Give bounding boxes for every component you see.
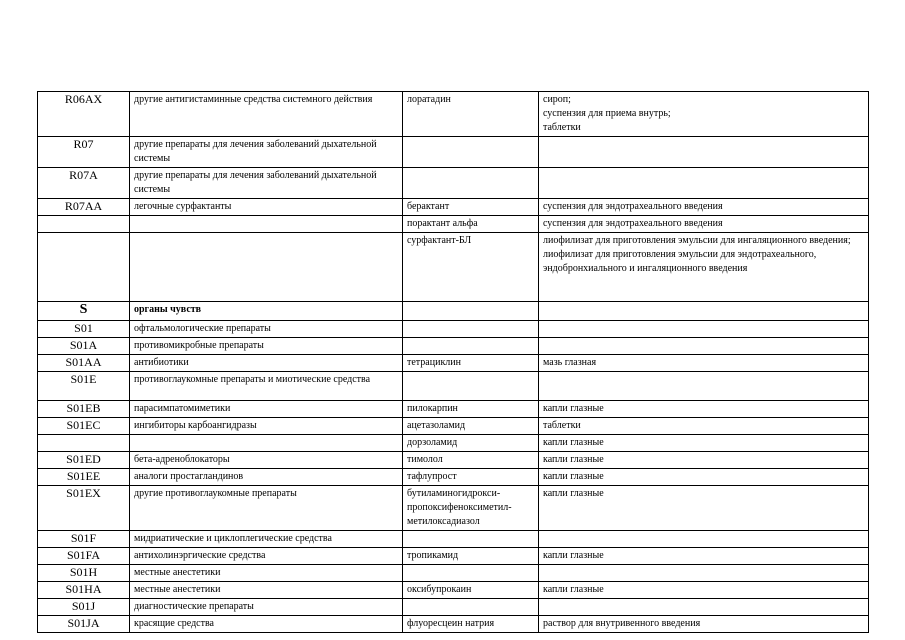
table-row [38,338,869,355]
drug-name-cell [403,338,539,355]
atc-code-cell: S01EB [38,401,130,418]
drug-name-cell [403,599,539,616]
table-body [38,92,869,633]
dosage-form-cell: капли глазные [539,582,869,599]
anatomical-group-cell: противомикробные препараты [130,338,403,355]
anatomical-group-cell: бета-адреноблокаторы [130,452,403,469]
dosage-form-cell: капли глазные [539,469,869,486]
table-row [38,216,869,233]
table-row [38,486,869,531]
drug-name-cell: тропикамид [403,548,539,565]
anatomical-group-cell: офтальмологические препараты [130,321,403,338]
table-row [38,616,869,633]
anatomical-group-cell: местные анестетики [130,565,403,582]
dosage-form-cell: капли глазные [539,548,869,565]
atc-code-cell: S01H [38,565,130,582]
anatomical-group-cell: парасимпатомиметики [130,401,403,418]
anatomical-group-cell: ингибиторы карбоангидразы [130,418,403,435]
table-row [38,452,869,469]
table-row [38,92,869,137]
dosage-form-cell: мазь глазная [539,355,869,372]
dosage-form-cell [539,565,869,582]
table-row [38,418,869,435]
table-row [38,321,869,338]
table-row [38,582,869,599]
atc-code-cell: R06AX [38,92,130,137]
dosage-form-cell: раствор для внутривенного введения [539,616,869,633]
drug-name-cell [403,137,539,168]
anatomical-group-cell: местные анестетики [130,582,403,599]
atc-code-cell: S01F [38,531,130,548]
anatomical-group-cell: другие противоглаукомные препараты [130,486,403,531]
drug-name-cell [403,321,539,338]
atc-code-cell: S01JA [38,616,130,633]
drug-name-cell: порактант альфа [403,216,539,233]
dosage-form-cell [539,338,869,355]
anatomical-group-cell: другие препараты для лечения заболеваний дыхательной системы [130,168,403,199]
dosage-form-cell: капли глазные [539,486,869,531]
drug-name-cell: берактант [403,199,539,216]
anatomical-group-cell [130,216,403,233]
table-row [38,401,869,418]
anatomical-group-cell: антихолинэргические средства [130,548,403,565]
table-row [38,355,869,372]
drug-name-cell: оксибупрокаин [403,582,539,599]
table-row [38,548,869,565]
dosage-form-cell: капли глазные [539,452,869,469]
drug-name-cell: флуоресцеин натрия [403,616,539,633]
atc-code-cell: S [38,302,130,321]
drug-name-cell: сурфактант-БЛ [403,233,539,302]
atc-code-cell: S01E [38,372,130,401]
table-row [38,372,869,401]
atc-code-cell: R07AA [38,199,130,216]
anatomical-group-cell: другие антигистаминные средства системного действия [130,92,403,137]
table-row [38,599,869,616]
dosage-form-cell [539,137,869,168]
drug-name-cell [403,565,539,582]
dosage-form-cell [539,168,869,199]
atc-code-cell: R07A [38,168,130,199]
table-row [38,302,869,321]
table-row [38,531,869,548]
dosage-form-cell: капли глазные [539,435,869,452]
drug-name-cell [403,372,539,401]
drug-name-cell: лоратадин [403,92,539,137]
dosage-form-cell [539,372,869,401]
atc-code-cell: S01 [38,321,130,338]
atc-code-cell: S01ED [38,452,130,469]
dosage-form-cell [539,531,869,548]
atc-code-cell: S01AA [38,355,130,372]
atc-code-cell [38,233,130,302]
atc-code-cell [38,435,130,452]
dosage-form-cell: суспензия для эндотрахеального введения [539,216,869,233]
atc-code-cell: S01EX [38,486,130,531]
drug-name-cell: дорзоламид [403,435,539,452]
table-row [38,137,869,168]
anatomical-group-cell: другие препараты для лечения заболеваний дыхательной системы [130,137,403,168]
anatomical-group-cell: мидриатические и циклоплегические средства [130,531,403,548]
atc-code-cell [38,216,130,233]
anatomical-group-cell: противоглаукомные препараты и миотические средства [130,372,403,401]
anatomical-group-cell: аналоги простагландинов [130,469,403,486]
dosage-form-cell: таблетки [539,418,869,435]
drug-classification-table [37,91,869,633]
drug-name-cell: бутиламиногидрокси-пропоксифеноксиметил-метилоксадиазол [403,486,539,531]
atc-code-cell: S01J [38,599,130,616]
table-row [38,565,869,582]
table-row [38,469,869,486]
dosage-form-cell: лиофилизат для приготовления эмульсии для ингаляционного введения; лиофилизат для приготовления эмульсии для эндотрахеального, эндобронхиального и ингаляционного введения [539,233,869,302]
dosage-form-cell: суспензия для эндотрахеального введения [539,199,869,216]
table-row [38,199,869,216]
anatomical-group-cell: органы чувств [130,302,403,321]
anatomical-group-cell: легочные сурфактанты [130,199,403,216]
anatomical-group-cell [130,233,403,302]
drug-name-cell: тетрациклин [403,355,539,372]
dosage-form-cell [539,599,869,616]
drug-name-cell [403,168,539,199]
drug-name-cell [403,302,539,321]
dosage-form-cell: капли глазные [539,401,869,418]
atc-code-cell: S01HA [38,582,130,599]
atc-code-cell: S01EC [38,418,130,435]
table-row [38,168,869,199]
drug-name-cell: тимолол [403,452,539,469]
atc-code-cell: R07 [38,137,130,168]
anatomical-group-cell: красящие средства [130,616,403,633]
atc-code-cell: S01EE [38,469,130,486]
atc-code-cell: S01A [38,338,130,355]
anatomical-group-cell [130,435,403,452]
atc-code-cell: S01FA [38,548,130,565]
drug-name-cell [403,531,539,548]
drug-name-cell: ацетазоламид [403,418,539,435]
anatomical-group-cell: антибиотики [130,355,403,372]
table-row [38,233,869,302]
dosage-form-cell [539,302,869,321]
table-row [38,435,869,452]
dosage-form-cell [539,321,869,338]
anatomical-group-cell: диагностические препараты [130,599,403,616]
drug-name-cell: тафлупрост [403,469,539,486]
drug-name-cell: пилокарпин [403,401,539,418]
dosage-form-cell: сироп; суспензия для приема внутрь; таблетки [539,92,869,137]
